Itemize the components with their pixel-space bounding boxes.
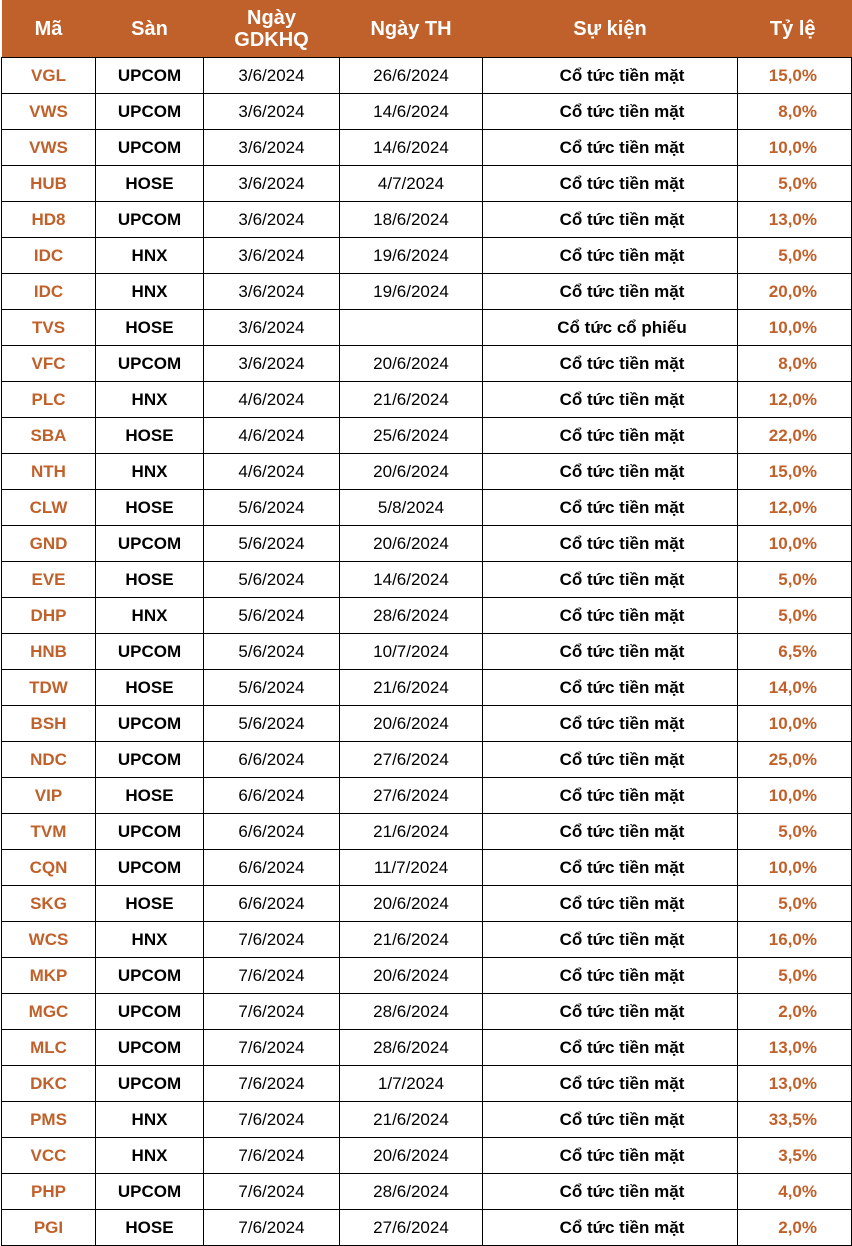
cell-event: Cổ tức tiền mặt bbox=[483, 706, 738, 742]
cell-rate: 10,0% bbox=[738, 130, 852, 166]
cell-event: Cổ tức tiền mặt bbox=[483, 346, 738, 382]
cell-rate: 5,0% bbox=[738, 598, 852, 634]
cell-rate: 20,0% bbox=[738, 274, 852, 310]
cell-pay-date: 18/6/2024 bbox=[340, 202, 483, 238]
cell-code: VIP bbox=[2, 778, 96, 814]
table-row bbox=[2, 778, 852, 814]
cell-exchange: HOSE bbox=[96, 778, 204, 814]
cell-ex-date: 7/6/2024 bbox=[204, 922, 340, 958]
cell-exchange: UPCOM bbox=[96, 706, 204, 742]
cell-pay-date: 19/6/2024 bbox=[340, 274, 483, 310]
cell-exchange: HNX bbox=[96, 274, 204, 310]
cell-ex-date: 3/6/2024 bbox=[204, 94, 340, 130]
cell-rate: 5,0% bbox=[738, 166, 852, 202]
cell-rate: 12,0% bbox=[738, 490, 852, 526]
cell-pay-date: 28/6/2024 bbox=[340, 598, 483, 634]
cell-event: Cổ tức tiền mặt bbox=[483, 814, 738, 850]
cell-event: Cổ tức tiền mặt bbox=[483, 922, 738, 958]
cell-rate: 22,0% bbox=[738, 418, 852, 454]
cell-event: Cổ tức tiền mặt bbox=[483, 526, 738, 562]
cell-ex-date: 6/6/2024 bbox=[204, 814, 340, 850]
cell-pay-date: 21/6/2024 bbox=[340, 1102, 483, 1138]
cell-pay-date: 21/6/2024 bbox=[340, 382, 483, 418]
cell-event: Cổ tức tiền mặt bbox=[483, 1102, 738, 1138]
header-exchange: Sàn bbox=[96, 0, 204, 58]
cell-ex-date: 3/6/2024 bbox=[204, 166, 340, 202]
cell-exchange: UPCOM bbox=[96, 742, 204, 778]
cell-exchange: HOSE bbox=[96, 1210, 204, 1246]
cell-rate: 5,0% bbox=[738, 958, 852, 994]
cell-code: VWS bbox=[2, 130, 96, 166]
cell-ex-date: 3/6/2024 bbox=[204, 58, 340, 94]
cell-exchange: UPCOM bbox=[96, 994, 204, 1030]
cell-event: Cổ tức tiền mặt bbox=[483, 1030, 738, 1066]
header-pay-date: Ngày TH bbox=[340, 0, 483, 58]
cell-pay-date: 28/6/2024 bbox=[340, 994, 483, 1030]
cell-rate: 13,0% bbox=[738, 1066, 852, 1102]
header-rate: Tỷ lệ bbox=[738, 0, 852, 58]
cell-event: Cổ tức tiền mặt bbox=[483, 742, 738, 778]
cell-ex-date: 7/6/2024 bbox=[204, 958, 340, 994]
table-row bbox=[2, 1174, 852, 1210]
cell-ex-date: 3/6/2024 bbox=[204, 346, 340, 382]
cell-ex-date: 3/6/2024 bbox=[204, 310, 340, 346]
cell-pay-date: 27/6/2024 bbox=[340, 742, 483, 778]
table-row bbox=[2, 166, 852, 202]
cell-rate: 12,0% bbox=[738, 382, 852, 418]
table-row bbox=[2, 886, 852, 922]
cell-code: DHP bbox=[2, 598, 96, 634]
table-row bbox=[2, 238, 852, 274]
cell-code: HD8 bbox=[2, 202, 96, 238]
cell-exchange: HNX bbox=[96, 922, 204, 958]
cell-rate: 6,5% bbox=[738, 634, 852, 670]
cell-pay-date: 26/6/2024 bbox=[340, 58, 483, 94]
cell-pay-date: 28/6/2024 bbox=[340, 1030, 483, 1066]
cell-event: Cổ tức tiền mặt bbox=[483, 886, 738, 922]
cell-exchange: UPCOM bbox=[96, 814, 204, 850]
cell-rate: 5,0% bbox=[738, 562, 852, 598]
cell-event: Cổ tức tiền mặt bbox=[483, 850, 738, 886]
cell-rate: 8,0% bbox=[738, 346, 852, 382]
cell-ex-date: 3/6/2024 bbox=[204, 238, 340, 274]
cell-pay-date: 28/6/2024 bbox=[340, 1174, 483, 1210]
cell-ex-date: 7/6/2024 bbox=[204, 1138, 340, 1174]
header-ex-date bbox=[204, 0, 340, 58]
cell-ex-date: 5/6/2024 bbox=[204, 526, 340, 562]
table-row bbox=[2, 598, 852, 634]
cell-ex-date: 7/6/2024 bbox=[204, 1174, 340, 1210]
cell-pay-date: 19/6/2024 bbox=[340, 238, 483, 274]
table-row bbox=[2, 706, 852, 742]
cell-exchange: HNX bbox=[96, 382, 204, 418]
cell-event: Cổ tức tiền mặt bbox=[483, 490, 738, 526]
cell-code: GND bbox=[2, 526, 96, 562]
cell-ex-date: 7/6/2024 bbox=[204, 1210, 340, 1246]
cell-code: VWS bbox=[2, 94, 96, 130]
cell-exchange: HNX bbox=[96, 1102, 204, 1138]
cell-ex-date: 3/6/2024 bbox=[204, 130, 340, 166]
cell-event: Cổ tức cổ phiếu bbox=[483, 310, 738, 346]
cell-rate: 2,0% bbox=[738, 1210, 852, 1246]
cell-code: TDW bbox=[2, 670, 96, 706]
cell-ex-date: 7/6/2024 bbox=[204, 1102, 340, 1138]
cell-exchange: HOSE bbox=[96, 886, 204, 922]
table-row bbox=[2, 418, 852, 454]
cell-rate: 2,0% bbox=[738, 994, 852, 1030]
cell-exchange: UPCOM bbox=[96, 526, 204, 562]
cell-pay-date: 20/6/2024 bbox=[340, 706, 483, 742]
cell-code: TVS bbox=[2, 310, 96, 346]
cell-pay-date: 21/6/2024 bbox=[340, 814, 483, 850]
table-header bbox=[2, 0, 852, 58]
cell-event: Cổ tức tiền mặt bbox=[483, 274, 738, 310]
cell-rate: 13,0% bbox=[738, 202, 852, 238]
cell-pay-date: 20/6/2024 bbox=[340, 346, 483, 382]
cell-code: BSH bbox=[2, 706, 96, 742]
cell-code: IDC bbox=[2, 238, 96, 274]
cell-ex-date: 4/6/2024 bbox=[204, 382, 340, 418]
cell-code: PLC bbox=[2, 382, 96, 418]
cell-pay-date: 1/7/2024 bbox=[340, 1066, 483, 1102]
cell-ex-date: 6/6/2024 bbox=[204, 886, 340, 922]
header-ex-date-line1: Ngày bbox=[247, 6, 296, 29]
cell-rate: 10,0% bbox=[738, 850, 852, 886]
cell-event: Cổ tức tiền mặt bbox=[483, 958, 738, 994]
header-code: Mã bbox=[2, 0, 96, 58]
cell-event: Cổ tức tiền mặt bbox=[483, 418, 738, 454]
cell-pay-date: 20/6/2024 bbox=[340, 1138, 483, 1174]
cell-code: DKC bbox=[2, 1066, 96, 1102]
cell-ex-date: 5/6/2024 bbox=[204, 490, 340, 526]
cell-pay-date: 14/6/2024 bbox=[340, 130, 483, 166]
cell-code: MLC bbox=[2, 1030, 96, 1066]
cell-code: EVE bbox=[2, 562, 96, 598]
cell-rate: 5,0% bbox=[738, 238, 852, 274]
table-row bbox=[2, 742, 852, 778]
cell-event: Cổ tức tiền mặt bbox=[483, 994, 738, 1030]
cell-code: SBA bbox=[2, 418, 96, 454]
cell-pay-date: 27/6/2024 bbox=[340, 1210, 483, 1246]
cell-pay-date: 14/6/2024 bbox=[340, 562, 483, 598]
cell-event: Cổ tức tiền mặt bbox=[483, 598, 738, 634]
cell-code: NTH bbox=[2, 454, 96, 490]
cell-event: Cổ tức tiền mặt bbox=[483, 454, 738, 490]
cell-exchange: UPCOM bbox=[96, 1174, 204, 1210]
table-row bbox=[2, 454, 852, 490]
cell-ex-date: 6/6/2024 bbox=[204, 850, 340, 886]
cell-exchange: HOSE bbox=[96, 562, 204, 598]
cell-exchange: HNX bbox=[96, 238, 204, 274]
cell-pay-date: 25/6/2024 bbox=[340, 418, 483, 454]
cell-pay-date: 4/7/2024 bbox=[340, 166, 483, 202]
cell-pay-date: 10/7/2024 bbox=[340, 634, 483, 670]
table-row bbox=[2, 922, 852, 958]
cell-rate: 8,0% bbox=[738, 94, 852, 130]
cell-exchange: UPCOM bbox=[96, 346, 204, 382]
cell-rate: 14,0% bbox=[738, 670, 852, 706]
cell-ex-date: 4/6/2024 bbox=[204, 454, 340, 490]
cell-ex-date: 5/6/2024 bbox=[204, 562, 340, 598]
cell-rate: 4,0% bbox=[738, 1174, 852, 1210]
cell-rate: 16,0% bbox=[738, 922, 852, 958]
cell-ex-date: 4/6/2024 bbox=[204, 418, 340, 454]
cell-rate: 10,0% bbox=[738, 526, 852, 562]
cell-rate: 15,0% bbox=[738, 58, 852, 94]
table-row bbox=[2, 490, 852, 526]
cell-code: HUB bbox=[2, 166, 96, 202]
cell-code: WCS bbox=[2, 922, 96, 958]
cell-rate: 15,0% bbox=[738, 454, 852, 490]
cell-rate: 10,0% bbox=[738, 706, 852, 742]
cell-code: PGI bbox=[2, 1210, 96, 1246]
cell-pay-date: 14/6/2024 bbox=[340, 94, 483, 130]
table-row bbox=[2, 274, 852, 310]
cell-code: TVM bbox=[2, 814, 96, 850]
cell-ex-date: 7/6/2024 bbox=[204, 1066, 340, 1102]
cell-event: Cổ tức tiền mặt bbox=[483, 58, 738, 94]
cell-event: Cổ tức tiền mặt bbox=[483, 1174, 738, 1210]
table-row bbox=[2, 382, 852, 418]
cell-pay-date: 20/6/2024 bbox=[340, 886, 483, 922]
cell-ex-date: 7/6/2024 bbox=[204, 1030, 340, 1066]
cell-exchange: UPCOM bbox=[96, 202, 204, 238]
table-row bbox=[2, 94, 852, 130]
table-row bbox=[2, 346, 852, 382]
cell-event: Cổ tức tiền mặt bbox=[483, 670, 738, 706]
table-row bbox=[2, 958, 852, 994]
cell-event: Cổ tức tiền mặt bbox=[483, 1210, 738, 1246]
header-ex-date-line2: GDKHQ bbox=[234, 28, 309, 51]
header-row bbox=[2, 0, 852, 58]
table-row bbox=[2, 814, 852, 850]
cell-code: VFC bbox=[2, 346, 96, 382]
cell-rate: 3,5% bbox=[738, 1138, 852, 1174]
cell-ex-date: 5/6/2024 bbox=[204, 670, 340, 706]
cell-pay-date: 27/6/2024 bbox=[340, 778, 483, 814]
cell-exchange: UPCOM bbox=[96, 958, 204, 994]
cell-code: PMS bbox=[2, 1102, 96, 1138]
cell-pay-date: 21/6/2024 bbox=[340, 670, 483, 706]
table-row bbox=[2, 526, 852, 562]
cell-pay-date: 21/6/2024 bbox=[340, 922, 483, 958]
cell-rate: 10,0% bbox=[738, 778, 852, 814]
cell-code: IDC bbox=[2, 274, 96, 310]
cell-ex-date: 3/6/2024 bbox=[204, 202, 340, 238]
cell-exchange: HOSE bbox=[96, 490, 204, 526]
cell-code: CQN bbox=[2, 850, 96, 886]
header-event: Sự kiện bbox=[483, 0, 738, 58]
table-row bbox=[2, 58, 852, 94]
cell-pay-date: 20/6/2024 bbox=[340, 454, 483, 490]
cell-event: Cổ tức tiền mặt bbox=[483, 94, 738, 130]
table-row bbox=[2, 670, 852, 706]
cell-ex-date: 5/6/2024 bbox=[204, 634, 340, 670]
table-row bbox=[2, 850, 852, 886]
cell-rate: 5,0% bbox=[738, 886, 852, 922]
cell-code: HNB bbox=[2, 634, 96, 670]
cell-rate: 10,0% bbox=[738, 310, 852, 346]
cell-code: MGC bbox=[2, 994, 96, 1030]
cell-rate: 5,0% bbox=[738, 814, 852, 850]
cell-event: Cổ tức tiền mặt bbox=[483, 1138, 738, 1174]
cell-exchange: UPCOM bbox=[96, 1030, 204, 1066]
cell-code: PHP bbox=[2, 1174, 96, 1210]
cell-exchange: HOSE bbox=[96, 670, 204, 706]
cell-exchange: UPCOM bbox=[96, 634, 204, 670]
cell-ex-date: 6/6/2024 bbox=[204, 742, 340, 778]
cell-ex-date: 3/6/2024 bbox=[204, 274, 340, 310]
table-row bbox=[2, 1210, 852, 1246]
cell-code: VGL bbox=[2, 58, 96, 94]
table-row bbox=[2, 1138, 852, 1174]
cell-exchange: HNX bbox=[96, 598, 204, 634]
cell-exchange: HOSE bbox=[96, 310, 204, 346]
cell-code: VCC bbox=[2, 1138, 96, 1174]
cell-exchange: HNX bbox=[96, 454, 204, 490]
cell-ex-date: 6/6/2024 bbox=[204, 778, 340, 814]
dividend-table bbox=[1, 0, 852, 1246]
cell-rate: 33,5% bbox=[738, 1102, 852, 1138]
cell-event: Cổ tức tiền mặt bbox=[483, 238, 738, 274]
cell-pay-date: 5/8/2024 bbox=[340, 490, 483, 526]
cell-ex-date: 5/6/2024 bbox=[204, 598, 340, 634]
cell-exchange: HOSE bbox=[96, 418, 204, 454]
cell-rate: 25,0% bbox=[738, 742, 852, 778]
table-row bbox=[2, 130, 852, 166]
cell-event: Cổ tức tiền mặt bbox=[483, 1066, 738, 1102]
cell-event: Cổ tức tiền mặt bbox=[483, 130, 738, 166]
cell-ex-date: 5/6/2024 bbox=[204, 706, 340, 742]
cell-code: CLW bbox=[2, 490, 96, 526]
cell-event: Cổ tức tiền mặt bbox=[483, 166, 738, 202]
table-row bbox=[2, 1102, 852, 1138]
cell-exchange: UPCOM bbox=[96, 130, 204, 166]
table-row bbox=[2, 310, 852, 346]
cell-event: Cổ tức tiền mặt bbox=[483, 634, 738, 670]
table-row bbox=[2, 1066, 852, 1102]
cell-event: Cổ tức tiền mặt bbox=[483, 382, 738, 418]
table-row bbox=[2, 202, 852, 238]
table-row bbox=[2, 562, 852, 598]
cell-event: Cổ tức tiền mặt bbox=[483, 562, 738, 598]
cell-exchange: HOSE bbox=[96, 166, 204, 202]
cell-exchange: HNX bbox=[96, 1138, 204, 1174]
table-body bbox=[2, 58, 852, 1246]
cell-exchange: UPCOM bbox=[96, 1066, 204, 1102]
cell-code: SKG bbox=[2, 886, 96, 922]
table-row bbox=[2, 634, 852, 670]
cell-pay-date bbox=[340, 310, 483, 346]
cell-exchange: UPCOM bbox=[96, 58, 204, 94]
cell-code: MKP bbox=[2, 958, 96, 994]
cell-event: Cổ tức tiền mặt bbox=[483, 778, 738, 814]
cell-pay-date: 20/6/2024 bbox=[340, 958, 483, 994]
table-row bbox=[2, 994, 852, 1030]
cell-ex-date: 7/6/2024 bbox=[204, 994, 340, 1030]
cell-pay-date: 20/6/2024 bbox=[340, 526, 483, 562]
cell-exchange: UPCOM bbox=[96, 850, 204, 886]
cell-code: NDC bbox=[2, 742, 96, 778]
cell-pay-date: 11/7/2024 bbox=[340, 850, 483, 886]
cell-exchange: UPCOM bbox=[96, 94, 204, 130]
cell-rate: 13,0% bbox=[738, 1030, 852, 1066]
cell-event: Cổ tức tiền mặt bbox=[483, 202, 738, 238]
table-row bbox=[2, 1030, 852, 1066]
